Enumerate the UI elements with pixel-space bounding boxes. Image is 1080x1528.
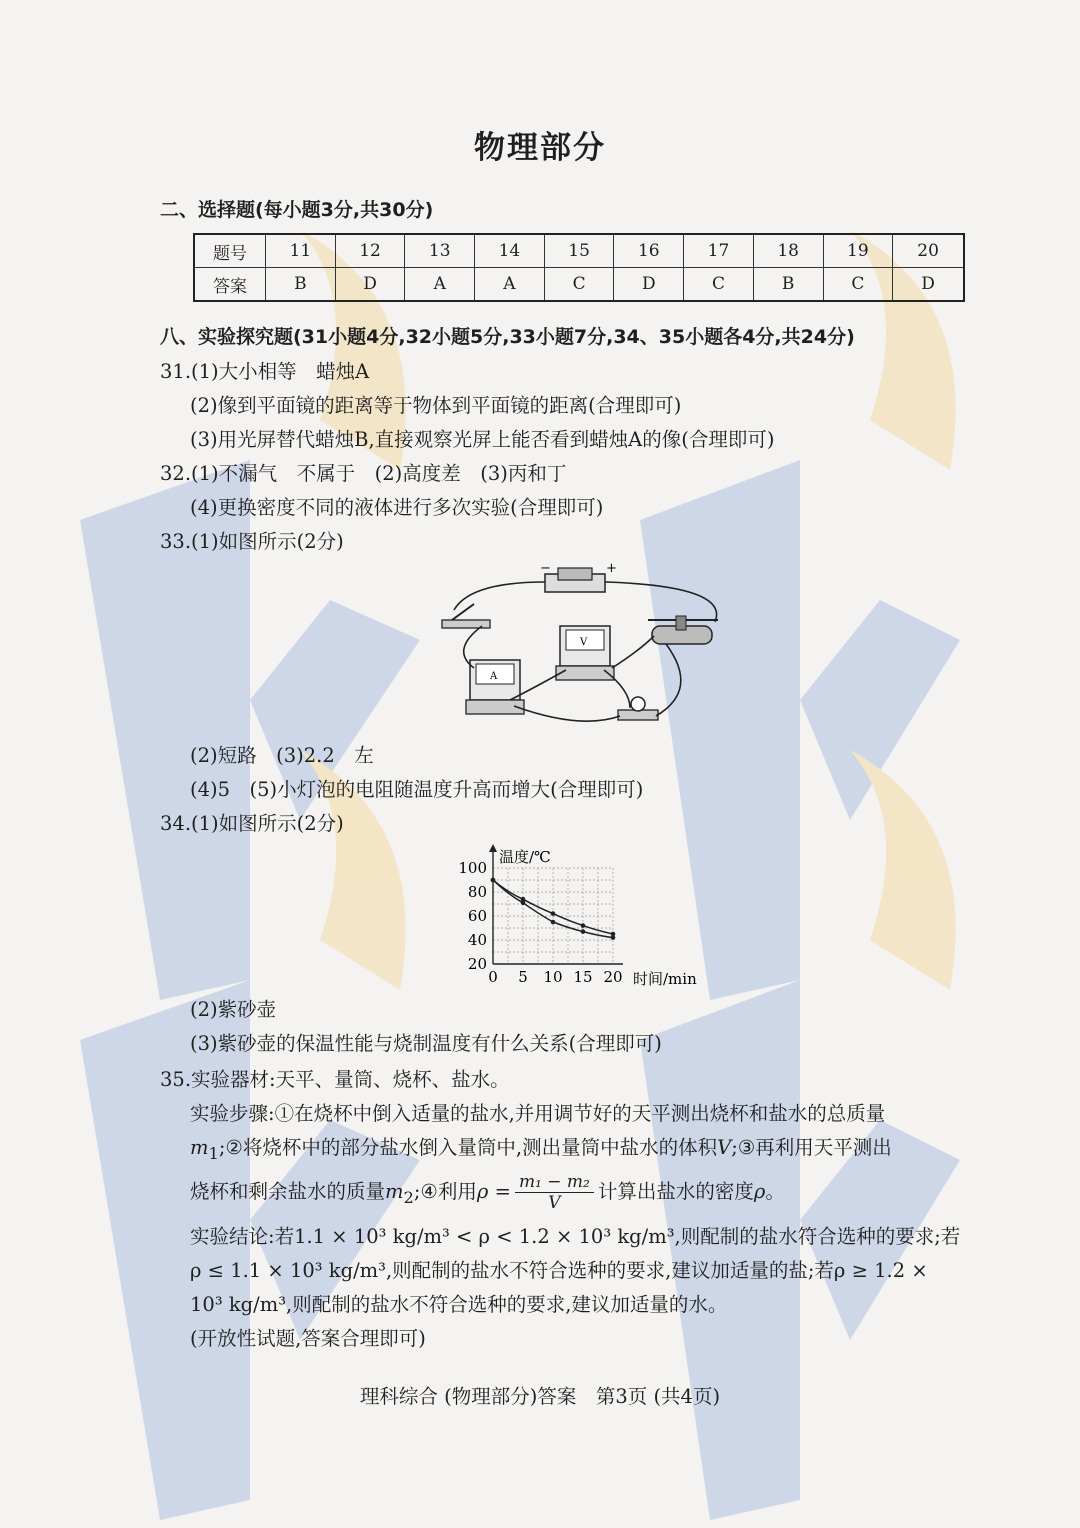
q33-line-2: (2)短路 (3)2.2 左 — [190, 744, 374, 767]
data-point — [581, 929, 586, 934]
temperature-chart — [455, 840, 725, 1000]
ammeter-label: A — [490, 671, 498, 682]
table-cell: D — [335, 268, 405, 302]
table-cell: C — [684, 268, 754, 302]
table-cell: 20 — [893, 234, 964, 268]
x-tick-label: 5 — [518, 968, 528, 986]
chart-xlabel: 时间/min — [633, 970, 697, 988]
chart-ylabel: 温度/℃ — [499, 848, 551, 866]
table-cell: A — [475, 268, 545, 302]
x-tick-label: 15 — [573, 968, 593, 986]
x-tick-label: 20 — [603, 968, 623, 986]
table-cell: B — [753, 268, 823, 302]
switch — [442, 604, 490, 628]
y-axis-arrow — [489, 844, 497, 852]
table-cell: 13 — [405, 234, 475, 268]
q35-step-3b: 烧杯和剩余盐水的质量 — [190, 1180, 386, 1203]
q35-line-5: 实验结论:若1.1 × 10³ kg/m³ < ρ < 1.2 × 10³ kg/m³,则配制的盐水符合选种的要求;若 — [190, 1225, 961, 1248]
table-row — [194, 234, 964, 268]
y-tick-label: 40 — [467, 931, 487, 949]
data-point — [581, 923, 586, 928]
q31-line-2: (2)像到平面镜的距离等于物体到平面镜的距离(合理即可) — [190, 394, 682, 417]
data-point — [611, 935, 616, 940]
q34-line-2: (2)紫砂壶 — [190, 998, 277, 1021]
mass-symbol: m — [385, 1180, 404, 1203]
data-point — [491, 878, 496, 883]
q35-line-2: 实验步骤:①在烧杯中倒入适量的盐水,并用调节好的天平测出烧杯和盐水的总质量 — [190, 1102, 886, 1125]
table-cell: 15 — [544, 234, 614, 268]
rheostat — [648, 616, 718, 644]
q35-step-2: ;②将烧杯中的部分盐水倒入量筒中,测出量筒中盐水的体积 — [218, 1136, 718, 1159]
q34-line-1: 34.(1)如图所示(2分) — [160, 812, 344, 835]
fraction-denominator: V — [548, 1193, 561, 1213]
q32-line-2: (4)更换密度不同的液体进行多次实验(合理即可) — [190, 496, 604, 519]
q35-step-4: ;④利用 — [413, 1180, 477, 1203]
y-tick-label: 20 — [467, 955, 487, 973]
page-footer: 理科综合 (物理部分)答案 第3页 (共4页) — [359, 1385, 721, 1408]
page-title: 物理部分 — [474, 130, 606, 166]
table-cell: 18 — [753, 234, 823, 268]
density-symbol: ρ — [753, 1180, 766, 1203]
q32-line-1: 32.(1)不漏气 不属于 (2)高度差 (3)丙和丁 — [160, 462, 567, 485]
density-formula-lhs: ρ = — [476, 1180, 511, 1203]
table-cell: 11 — [266, 234, 336, 268]
x-tick-label: 10 — [543, 968, 563, 986]
y-tick-label: 80 — [467, 883, 487, 901]
fraction-numerator: m₁ − m₂ — [515, 1172, 594, 1193]
q35-line-7: 10³ kg/m³,则配制的盐水不符合选种的要求,建议加适量的水。 — [190, 1293, 728, 1316]
density-fraction — [515, 1172, 594, 1213]
data-point — [551, 920, 556, 925]
mass-subscript: 1 — [208, 1143, 219, 1163]
answer-table — [193, 233, 965, 302]
q31-line-3: (3)用光屏替代蜡烛B,直接观察光屏上能否看到蜡烛A的像(合理即可) — [190, 428, 775, 451]
battery-minus-label: − — [540, 561, 551, 576]
mass-subscript: 2 — [403, 1187, 414, 1207]
mass-symbol: m — [190, 1136, 209, 1159]
q33-line-1: 33.(1)如图所示(2分) — [160, 530, 344, 553]
data-point — [551, 911, 556, 916]
volume-symbol: V — [717, 1136, 732, 1159]
table-cell: 16 — [614, 234, 684, 268]
x-tick-label: 0 — [488, 968, 498, 986]
q35-line-3 — [190, 1135, 892, 1167]
data-point — [521, 901, 526, 906]
q35-line-1: 35.实验器材:天平、量筒、烧杯、盐水。 — [160, 1068, 510, 1091]
table-cell: C — [544, 268, 614, 302]
q35-step-4-end: 。 — [765, 1180, 785, 1203]
table-row — [194, 268, 964, 302]
voltmeter-label: V — [580, 637, 588, 648]
table-cell: 14 — [475, 234, 545, 268]
q35-line-8: (开放性试题,答案合理即可) — [190, 1327, 426, 1350]
q35-line-6: ρ ≤ 1.1 × 10³ kg/m³,则配制的盐水不符合选种的要求,建议加适量的盐;若ρ ≥ 1.2 × — [190, 1259, 928, 1282]
table-cell: C — [823, 268, 893, 302]
y-tick-label: 100 — [458, 859, 487, 877]
section-8-heading: 八、实验探究题(31小题4分,32小题5分,33小题7分,34、35小题各4分,共24分) — [160, 326, 855, 348]
q35-step-4b: 计算出盐水的密度 — [597, 1180, 754, 1203]
battery-plus-label: + — [606, 561, 617, 576]
chart-ticks — [458, 859, 622, 986]
table-header-cell: 题号 — [194, 234, 266, 268]
table-cell: 19 — [823, 234, 893, 268]
table-cell: A — [405, 268, 475, 302]
table-header-cell: 答案 — [194, 268, 266, 302]
table-cell: D — [614, 268, 684, 302]
table-cell: 17 — [684, 234, 754, 268]
q34-line-3: (3)紫砂壶的保温性能与烧制温度有什么关系(合理即可) — [190, 1032, 662, 1055]
y-tick-label: 60 — [467, 907, 487, 925]
q33-line-3: (4)5 (5)小灯泡的电阻随温度升高而增大(合理即可) — [190, 778, 644, 801]
section-2-heading: 二、选择题(每小题3分,共30分) — [160, 199, 434, 221]
table-cell: 12 — [335, 234, 405, 268]
q31-line-1: 31.(1)大小相等 蜡烛A — [160, 360, 370, 383]
circuit-diagram — [430, 560, 730, 740]
battery — [540, 561, 617, 592]
q35-step-3: ;③再利用天平测出 — [731, 1136, 892, 1159]
q35-line-4 — [190, 1170, 785, 1220]
table-cell: D — [893, 268, 964, 302]
table-cell: B — [266, 268, 336, 302]
chart-grid — [493, 868, 613, 964]
bulb — [618, 697, 658, 720]
